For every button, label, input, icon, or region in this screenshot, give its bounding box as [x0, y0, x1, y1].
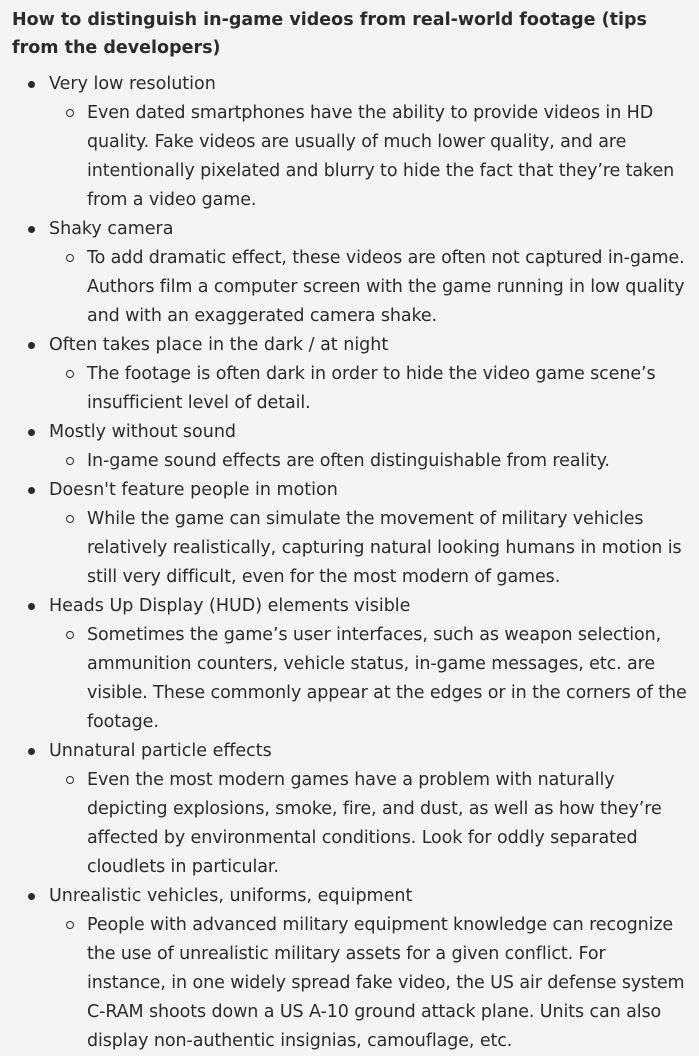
section-heading: How to distinguish in-game videos from real-world footage (tips from the developers) [12, 10, 647, 58]
bullet-circle-icon [66, 457, 74, 465]
tip-details [49, 505, 687, 592]
tip-item [12, 592, 687, 737]
tip-detail [49, 911, 687, 1056]
bullet-circle-icon [66, 515, 74, 523]
bullet-circle-icon [66, 254, 74, 262]
tip-label: Unrealistic vehicles, uniforms, equipment [49, 886, 413, 906]
bullet-disc-icon [28, 342, 35, 349]
tip-detail-text: To add dramatic effect, these videos are often not captured in-game. Authors film a computer screen with the game running in low quality and with an exaggerated camera shake. [87, 248, 685, 326]
tip-detail [49, 360, 687, 418]
tip-item [12, 331, 687, 418]
tip-details [49, 360, 687, 418]
tip-label: Mostly without sound [49, 422, 237, 442]
bullet-circle-icon [66, 370, 74, 378]
bullet-disc-icon [28, 893, 35, 900]
bullet-disc-icon [28, 748, 35, 755]
tip-item [12, 882, 687, 1056]
tip-item [12, 737, 687, 882]
bullet-disc-icon [28, 81, 35, 88]
tip-label: Unnatural particle effects [49, 741, 272, 761]
bullet-disc-icon [28, 226, 35, 233]
tip-detail [49, 447, 687, 476]
tip-item [12, 418, 687, 476]
tip-detail-text: Sometimes the game’s user interfaces, such as weapon selection, ammunition counters, vehicle status, in-game messages, etc. are visible. These commonly appear at the edges or in the corners of the footage. [87, 625, 687, 732]
tip-detail [49, 99, 687, 215]
bullet-circle-icon [66, 109, 74, 117]
tip-details [49, 99, 687, 215]
bullet-circle-icon [66, 776, 74, 784]
tip-detail [49, 621, 687, 737]
tip-item [12, 70, 687, 215]
tip-detail-text: People with advanced military equipment knowledge can recognize the use of unrealistic military assets for a given conflict. For instance, in one widely spread fake video, the US air defense system C-RAM shoots down a US A-10 ground attack plane. Units can also display non-authentic insignias, camouflage, etc. [87, 915, 685, 1051]
bullet-disc-icon [28, 603, 35, 610]
tip-details [49, 621, 687, 737]
tip-details [49, 447, 687, 476]
tip-detail-text: In-game sound effects are often distinguishable from reality. [87, 451, 610, 471]
tip-item [12, 215, 687, 331]
tip-label: Shaky camera [49, 219, 174, 239]
tip-detail-text: The footage is often dark in order to hide the video game scene’s insufficient level of detail. [87, 364, 656, 413]
bullet-circle-icon [66, 921, 74, 929]
bullet-circle-icon [66, 631, 74, 639]
tip-detail-text: Even dated smartphones have the ability to provide videos in HD quality. Fake videos are usually of much lower quality, and are intentionally pixelated and blurry to hide the fact that they’re taken from a video game. [87, 103, 675, 210]
tip-detail-text: While the game can simulate the movement of military vehicles relatively realistically, capturing natural looking humans in motion is still very difficult, even for the most modern of games. [87, 509, 682, 587]
tip-detail [49, 244, 687, 331]
tip-detail [49, 505, 687, 592]
tip-detail-text: Even the most modern games have a problem with naturally depicting explosions, smoke, fire, and dust, as well as how they’re affected by environmental conditions. Look for oddly separated cloudlets in particular. [87, 770, 662, 877]
bullet-disc-icon [28, 487, 35, 494]
tip-details [49, 766, 687, 882]
tip-item [12, 476, 687, 592]
tip-details [49, 911, 687, 1056]
bullet-disc-icon [28, 429, 35, 436]
tip-label: Very low resolution [49, 74, 216, 94]
tip-details [49, 244, 687, 331]
tip-detail [49, 766, 687, 882]
tip-label: Often takes place in the dark / at night [49, 335, 389, 355]
tip-label: Doesn't feature people in motion [49, 480, 338, 500]
tip-label: Heads Up Display (HUD) elements visible [49, 596, 411, 616]
tips-list [12, 70, 687, 1056]
